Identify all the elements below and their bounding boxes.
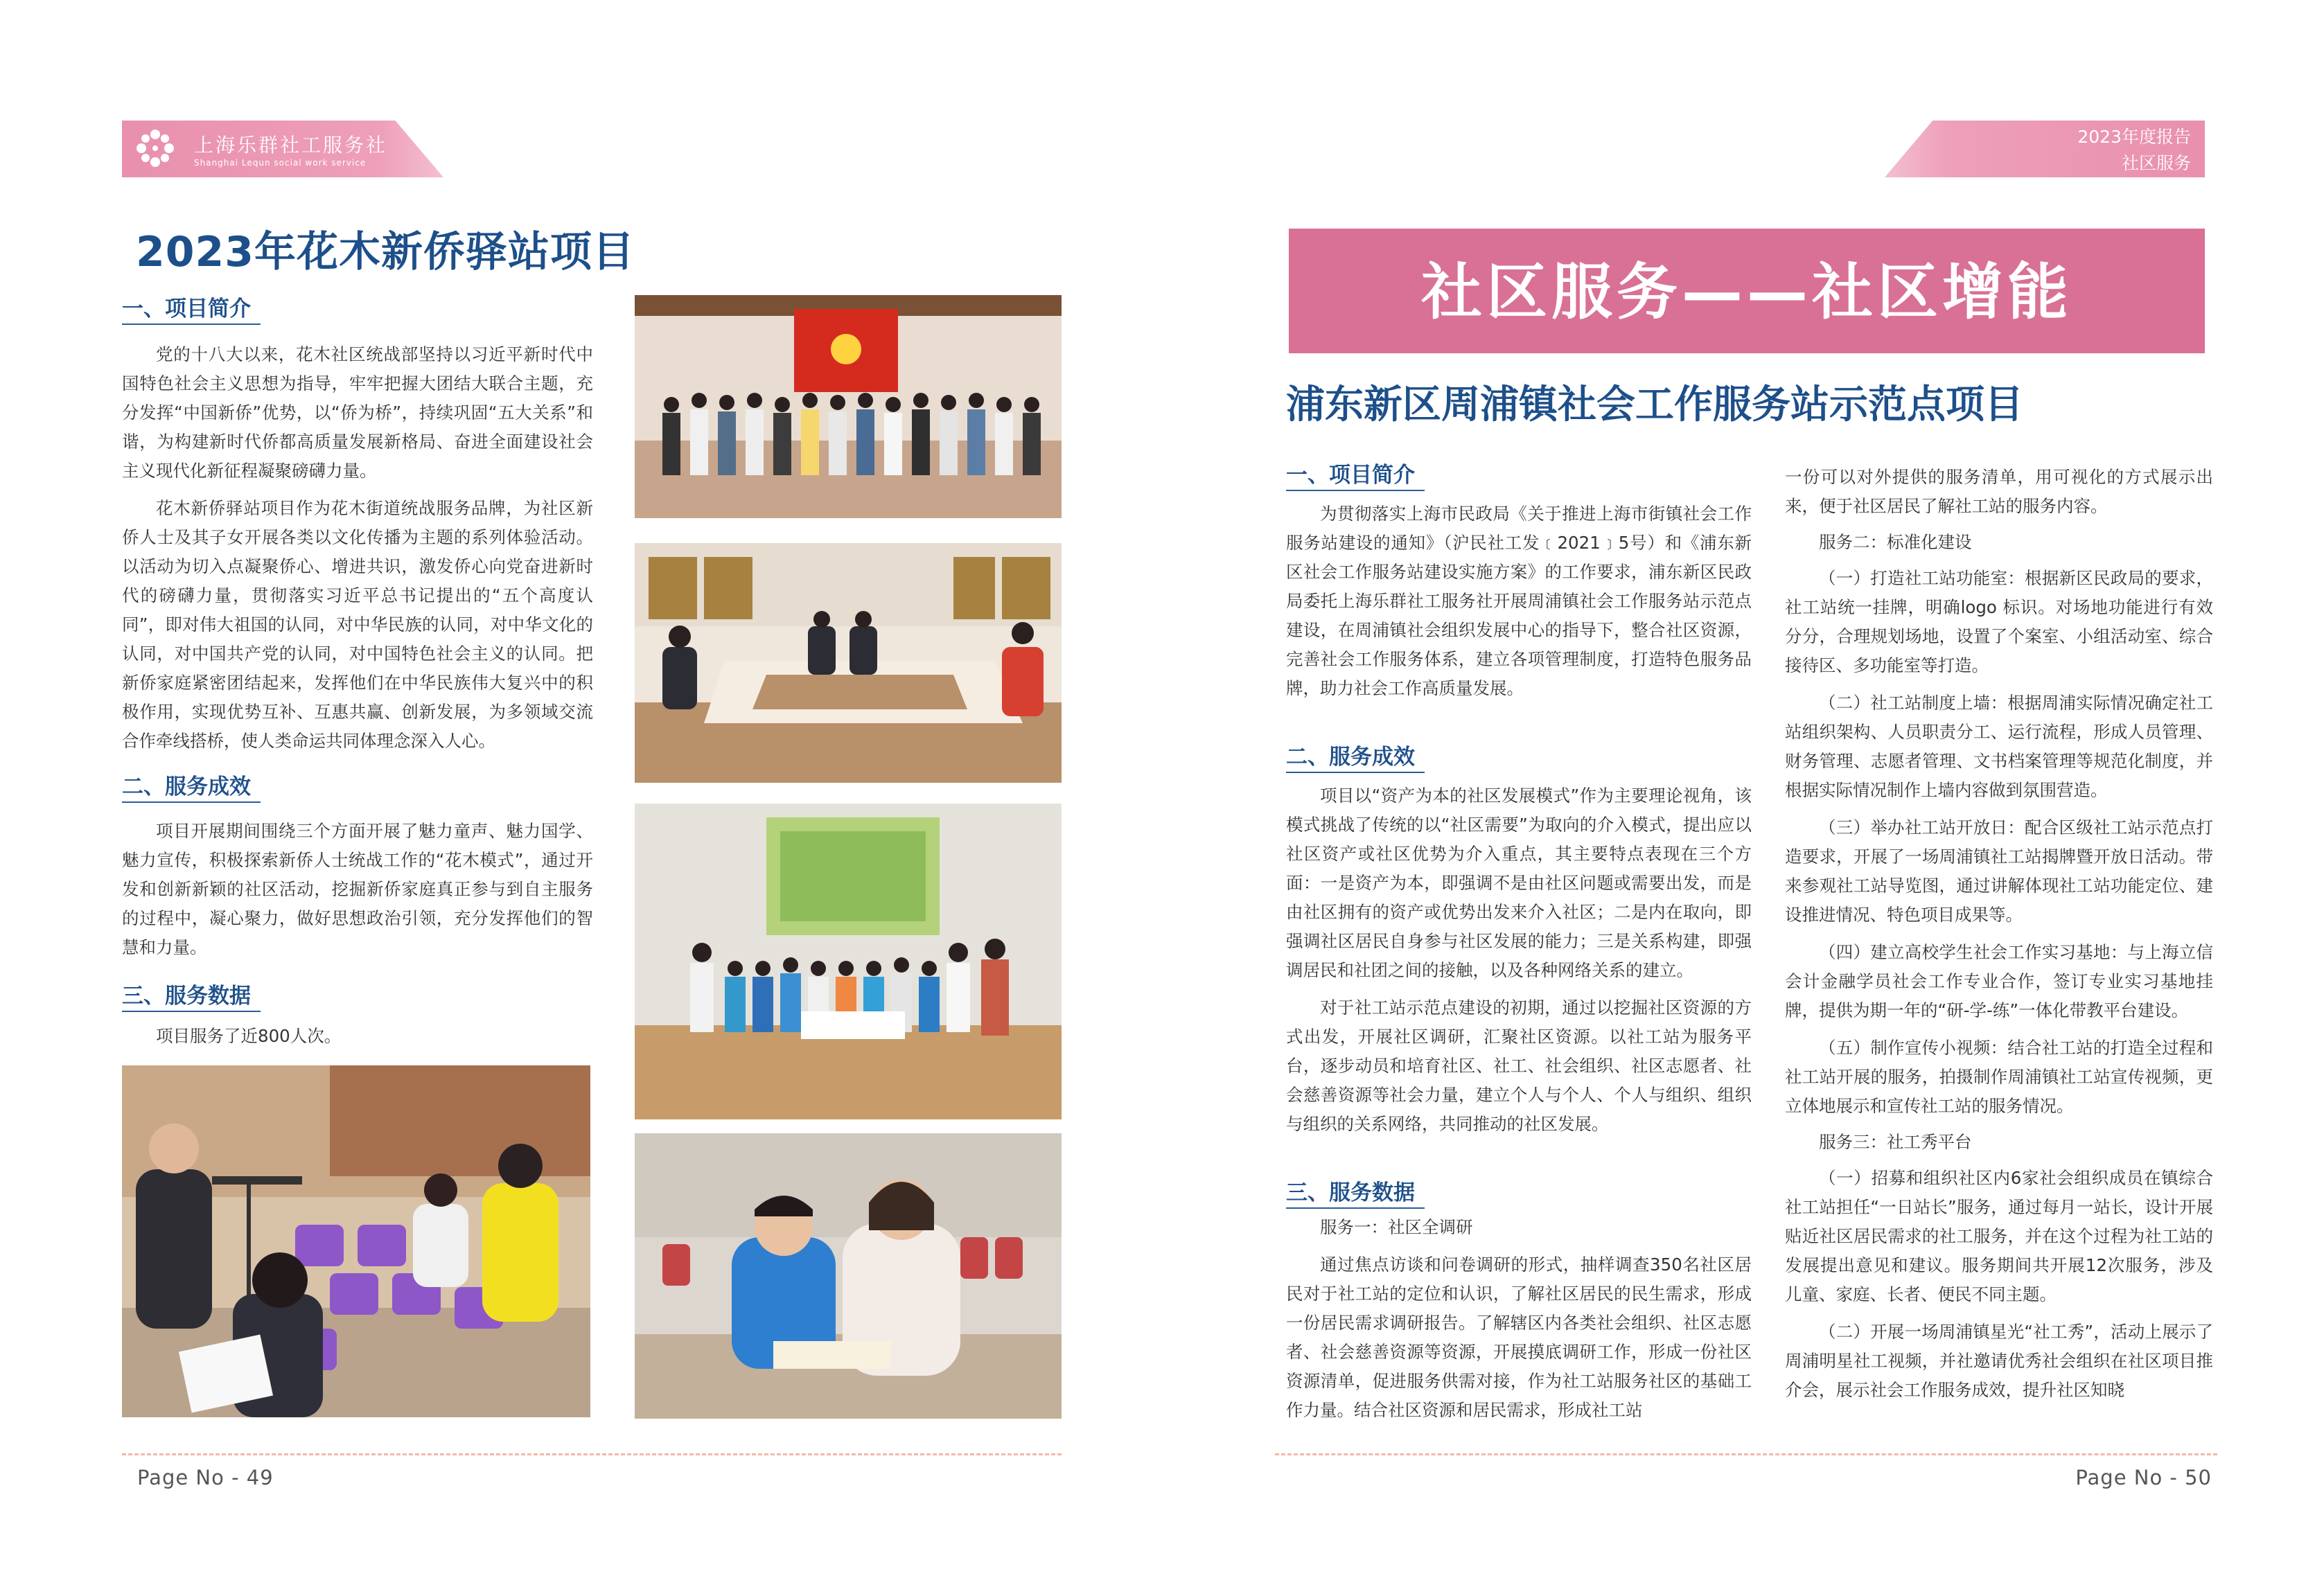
left-section-results [122,769,593,962]
subheading: 服务三：社工秀平台 [1819,1132,1972,1152]
section-heading: 一、项目简介 [122,296,251,321]
section-heading: 一、项目简介 [1286,463,1415,488]
photo-reading-session [635,1133,1062,1419]
right-column-1 [1286,457,1752,1425]
paragraph: 通过焦点访谈和问卷调研的形式，抽样调查350名社区居民对于社工站的定位和认识，了解社区居民的民生需求，形成一份居民需求调研报告。了解辖区内各类社会组织、社区志愿者、社会慈善资源等资源，开展摸底调研工作，形成一份社区资源清单，促进服务供需对接，作为社工站服务社区的基础工作力量。结合社区资源和居民需求，形成社工站 [1286,1254,1752,1420]
heading-underline [122,1011,261,1012]
org-name-cn: 上海乐群社工服务社 [194,134,388,157]
left-footer-divider [122,1453,1062,1455]
photo-music-class [122,1065,590,1417]
section-heading: 二、服务成效 [122,774,251,799]
paragraph: （一）招募和组织社区内6家社会组织成员在镇综合社工站担任“一日站长”服务，通过每月一站长，设计开展贴近社区居民需求的社工服务，并在这个过程为社工站的发展提出意见和建议。服务期间共开展12次服务，涉及儿童、家庭、长者、便民不同主题。 [1785,1168,2213,1304]
paragraph: （四）建立高校学生社会工作实习基地：与上海立信会计金融学员社会工作专业合作，签订专业实习基地挂牌，提供为期一年的“研-学-练”一体化带教平台建设。 [1785,942,2213,1020]
paragraph: （二）开展一场周浦镇星光“社工秀”，活动上展示了周浦明星社工视频，并社邀请优秀社会组织在社区项目推介会，展示社会工作服务成效，提升社区知晓 [1785,1322,2213,1400]
paragraph: （三）举办社工站开放日：配合区级社工站示范点打造要求，开展了一场周浦镇社工站揭牌暨开放日活动。带来参观社工站导览图，通过讲解体现社工站功能定位、建设推进情况、特色项目成果等。 [1785,817,2213,925]
heading-underline [122,801,261,803]
flower-logo-icon [133,126,177,170]
photo-meeting-room [635,543,1062,783]
right-footer-divider [1275,1453,2217,1455]
org-name-en: Shanghai Lequn social work service [194,158,367,168]
paragraph: 党的十八大以来，花木社区统战部坚持以习近平新时代中国特色社会主义思想为指导，牢牢把握大团结大联合主题，充分发挥“中国新侨”优势，以“侨为桥”，持续巩固“五大关系”和谐，为构建新时代侨都高质量发展新格局、奋进全面建设社会主义现代化新征程凝聚磅礴力量。 [122,344,593,481]
paragraph: 花木新侨驿站项目作为花木街道统战服务品牌，为社区新侨人士及其子女开展各类以文化传播为主题的系列体验活动。以活动为切入点凝聚侨心、增进共识，激发侨心向党奋进新时代的磅礴力量，贯彻落实习近平总书记提出的“五个高度认同”，即对伟大祖国的认同，对中华民族的认同，对中华文化的认同，对中国共产党的认同，对中国特色社会主义的认同。把新侨家庭紧密团结起来，发挥他们在中华民族伟大复兴中的积极作用，实现优势互补、互惠共赢、创新发展，为多领域交流合作牵线搭桥，使人类命运共同体理念深入人心。 [122,498,593,751]
left-section-intro [122,291,593,756]
report-section: 社区服务 [2121,153,2191,173]
paragraph: 项目开展期间围绕三个方面开展了魅力童声、魅力国学、魅力宣传，积极探索新侨人士统战工作的“花木模式”，通过开发和创新新颖的社区活动，挖掘新侨家庭真正参与到自主服务的过程中，凝心聚力，做好思想政治引领，充分发挥他们的智慧和力量。 [122,821,593,957]
right-page-title: 浦东新区周浦镇社会工作服务站示范点项目 [1286,382,2023,427]
paragraph: （五）制作宣传小视频：结合社工站的打造全过程和社工站开展的服务，拍摄制作周浦镇社工站宣传视频，更立体地展示和宣传社工站的服务情况。 [1785,1038,2213,1116]
section-heading: 三、服务数据 [1286,1180,1415,1205]
photo-children-classroom [635,804,1062,1119]
subheading: 服务二：标准化建设 [1819,532,1972,552]
right-column-2 [1785,463,2213,1405]
paragraph: 一份可以对外提供的服务清单，用可视化的方式展示出来，便于社区居民了解社工站的服务内容。 [1785,467,2213,516]
photo-group-party [635,295,1062,518]
section-heading: 二、服务成效 [1286,745,1415,770]
section-banner-title: 社区服务——社区增能 [1420,256,2072,328]
section-heading: 三、服务数据 [122,984,251,1009]
left-page-title: 2023年花木新侨驿站项目 [136,228,635,276]
paragraph: 对于社工站示范点建设的初期，通过以挖掘社区资源的方式出发，开展社区调研，汇聚社区资源。以社工站为服务平台，逐步动员和培育社区、社工、社会组织、社区志愿者、社会慈善资源等社会力量，建立个人与个人、个人与组织、组织与组织的关系网络，共同推动的社区发展。 [1286,998,1752,1134]
heading-underline [1286,490,1425,491]
paragraph: 项目以“资产为本的社区发展模式”作为主要理论视角，该模式挑战了传统的以“社区需要”为取向的介入模式，提出应以社区资产或社区优势为介入重点，其主要特点表现在三个方面：一是资产为本，即强调不是由社区问题或需要出发，而是由社区拥有的资产或优势出发来介入社区；二是内在取向，即强调社区居民自身参与社区发展的能力；三是关系构建，即强调居民和社团之间的接触，以及各种网络关系的建立。 [1286,786,1752,980]
left-page-number: Page No - 49 [137,1466,274,1489]
report-year: 2023年度报告 [2077,127,2191,147]
paragraph: 项目服务了近800人次。 [156,1026,342,1046]
heading-underline [1286,772,1425,773]
paragraph: （一）打造社工站功能室：根据新区民政局的要求，社工站统一挂牌，明确logo 标识。对场地功能进行有效分分，合理规划场地，设置了个案室、小组活动室、综合接待区、多功能室等打造。 [1785,568,2213,675]
heading-underline [122,323,261,325]
paragraph: 为贯彻落实上海市民政局《关于推进上海市街镇社会工作服务站建设的通知》（沪民社工发﹝2021﹞5号）和《浦东新区社会工作服务站建设实施方案》的工作要求，浦东新区民政局委托上海乐群社工服务社开展周浦镇社会工作服务站示范点建设，在周浦镇社会组织发展中心的指导下，整合社区资源，完善社会工作服务体系，建立各项管理制度，打造特色服务品牌，助力社会工作高质量发展。 [1286,504,1752,698]
right-page-number: Page No - 50 [2075,1466,2212,1489]
subheading: 服务一：社区全调研 [1320,1217,1473,1237]
left-section-data [122,978,593,1051]
heading-underline [1286,1207,1425,1209]
paragraph: （二）社工站制度上墙：根据周浦实际情况确定社工站组织架构、人员职责分工、运行流程，形成人员管理、财务管理、志愿者管理、文书档案管理等规范化制度，并根据实际情况制作上墙内容做到氛围营造。 [1785,693,2213,800]
